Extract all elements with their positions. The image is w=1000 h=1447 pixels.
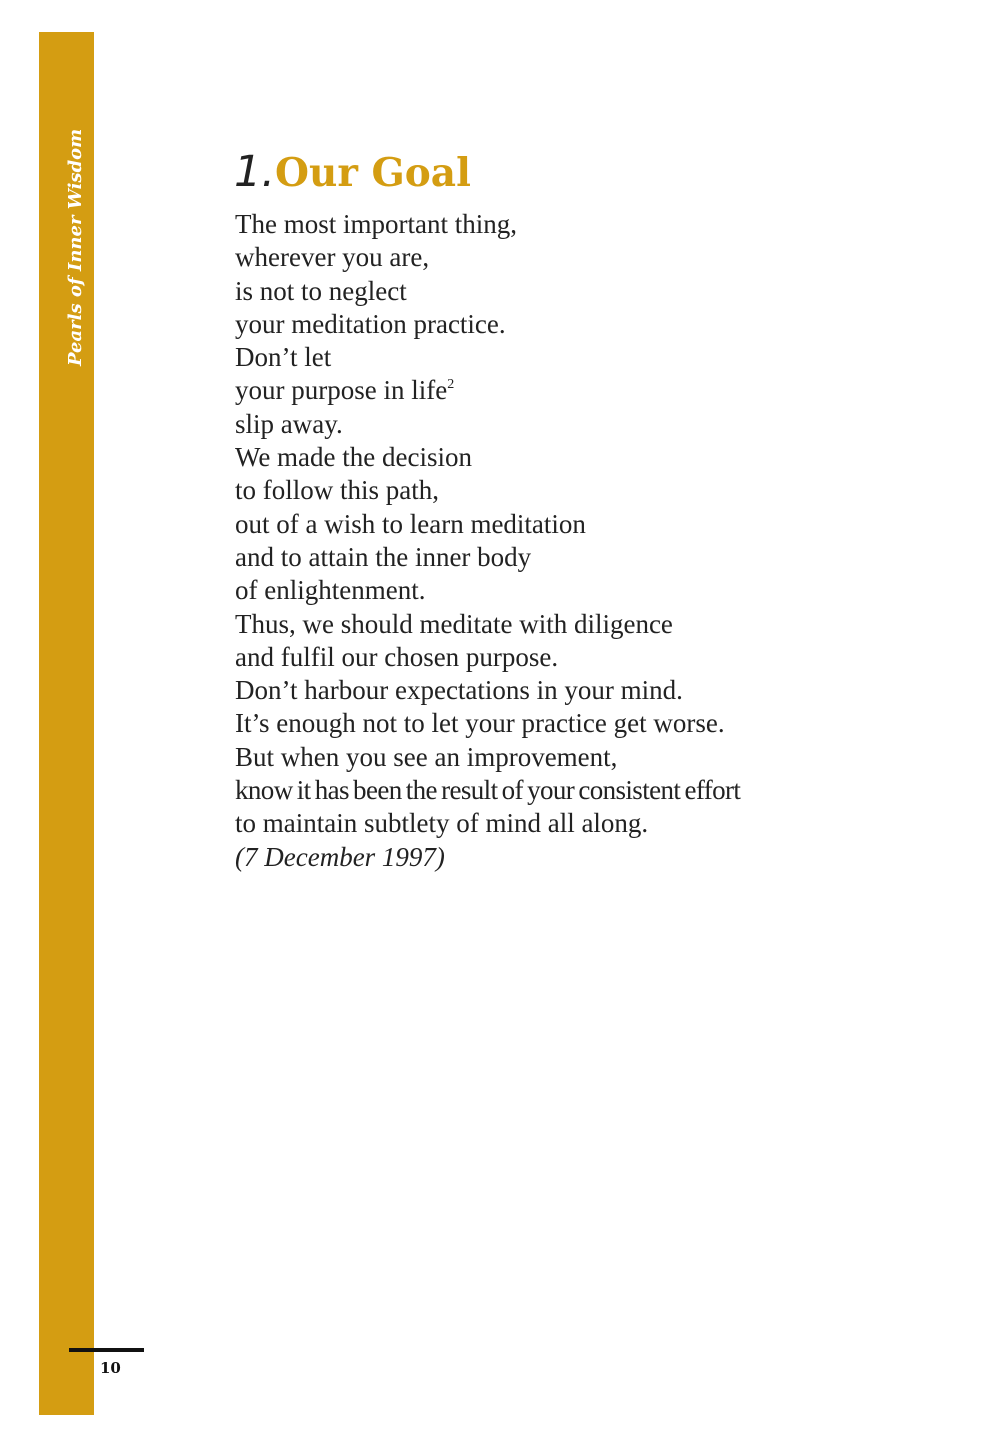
poem-line: your meditation practice.: [235, 308, 506, 339]
footer-rule: [69, 1348, 144, 1352]
poem-line: It’s enough not to let your practice get worse.: [235, 708, 725, 739]
poem-line: The most important thing,: [235, 209, 517, 239]
poem-line: and to attain the inner body: [235, 541, 532, 572]
page-number: 10: [100, 1359, 121, 1377]
poem-line: of enlightenment.: [235, 575, 426, 606]
poem-line: is not to neglect: [235, 275, 407, 306]
poem-line: to follow this path,: [235, 475, 439, 506]
poem-line: out of a wish to learn meditation: [235, 508, 586, 539]
poem-line: wherever you are,: [235, 242, 430, 273]
poem-line: Don’t harbour expectations in your mind.: [235, 675, 683, 706]
poem-date: (7 December 1997): [235, 841, 445, 872]
chapter-title: Our Goal: [275, 150, 471, 196]
poem-body: [235, 208, 855, 874]
poem-line: slip away.: [235, 408, 343, 439]
poem-line-with-footnote: [235, 374, 855, 407]
poem-line: But when you see an improvement,: [235, 741, 618, 772]
poem-line: We made the decision: [235, 442, 472, 473]
poem-line: to maintain subtlety of mind all along.: [235, 808, 649, 839]
poem-line: know it has been the result of your consistent effort: [235, 775, 741, 806]
poem-line: Thus, we should meditate with diligence: [235, 608, 673, 639]
chapter-heading: [234, 144, 471, 210]
chapter-number: 1.: [234, 147, 276, 197]
poem-line: and fulfil our chosen purpose.: [235, 641, 559, 672]
running-title: Pearls of Inner Wisdom: [65, 128, 86, 366]
poem-line: Don’t let: [235, 342, 332, 373]
footnote-reference[interactable]: 2: [447, 377, 455, 393]
poem-line-text: your purpose in life: [235, 375, 448, 406]
